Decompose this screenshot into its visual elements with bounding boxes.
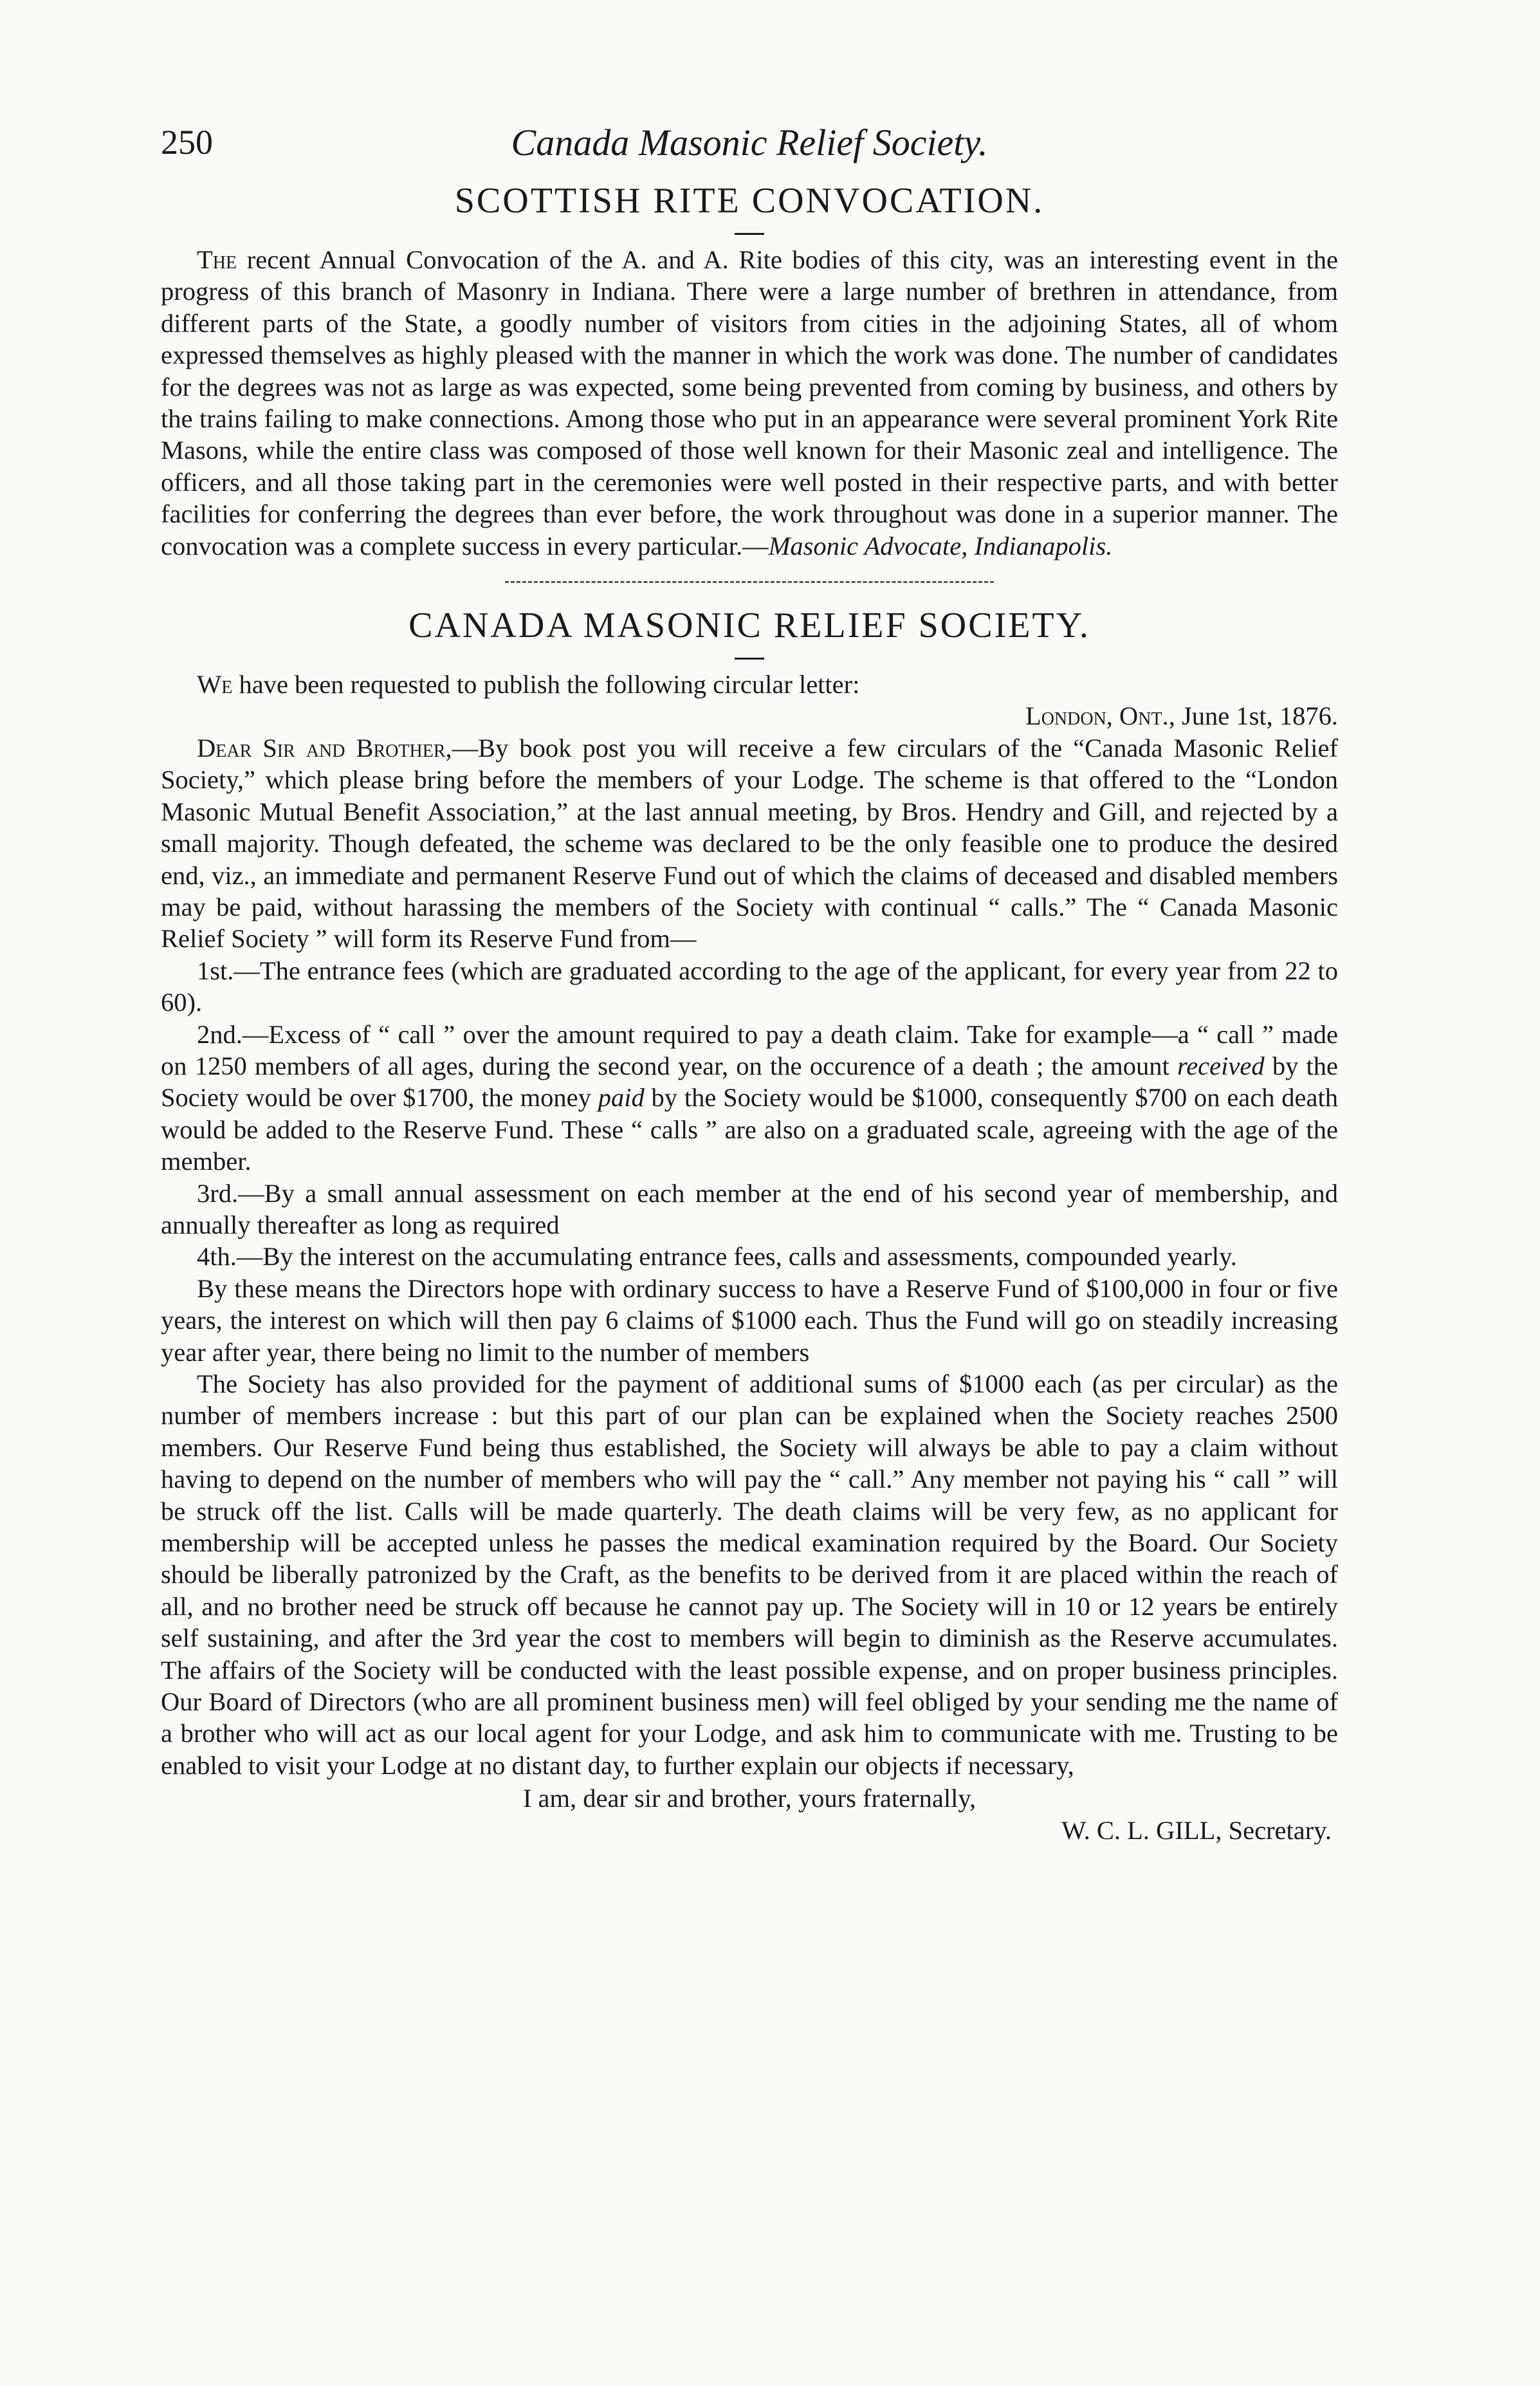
salutation: Dear Sir and Brother, (197, 733, 452, 763)
heading-rule (735, 233, 764, 235)
italic-word: received (1177, 1051, 1265, 1080)
article-heading-scottish-rite: SCOTTISH RITE CONVOCATION. (454, 181, 1045, 221)
section-divider (505, 581, 994, 583)
letter-paragraph-7: The Society has also provided for the payment of additional sums of $1000 each (as per circular) as the number of members increase : but this part of our plan can be explained when the Society reaches 2500 members. Our Reserve Fund being thus established, the Society will always be able to pay a claim without having to depend on the number of members who will pay the “ call.” Any member not paying his “ call ” will be struck off the list. Calls will be made quarterly. The death claims will be very few, as no applicant for membership will be accepted unless he passes the medical examination required by the Board. Our Society should be liberally patronized by the Craft, as the benefits to be derived from it are placed within the reach of all, and no brother need be struck off because he cannot pay up. The Society will in 10 or 12 years be entirely self sustaining, and after the 3rd year the cost to members will begin to diminish as the Reserve accumulates. The affairs of the Society will be conducted with the least possible expense, and on proper business principles. Our Board of Directors (who are all prominent business men) will feel obliged by your sending me the name of a brother who will act as our local agent for your Lodge, and ask him to communicate with me. Trusting to be enabled to visit your Lodge at no distant day, to further explain our objects if necessary, (161, 1369, 1338, 1780)
attribution: Masonic Advocate, Indianapolis. (768, 531, 1113, 560)
page (161, 116, 1338, 1846)
intro-text: have been requested to publish the following circular letter: (239, 670, 860, 699)
letter-paragraph-2: 1st.—The entrance fees (which are graduated according to the age of the applicant, for every year from 22 to 60). (161, 956, 1338, 1017)
intro-paragraph (161, 669, 1338, 700)
lead-word: We (197, 670, 233, 699)
dateline (161, 700, 1338, 732)
italic-word: paid (598, 1083, 645, 1113)
letter-paragraph-4: 3rd.—By a small annual assessment on each member at the end of his second year of membership, and annually thereafter as long as required (161, 1178, 1338, 1239)
paragraph-text: —By book post you will receive a few circulars of the “Canada Masonic Relief Society,” which please bring before the members of your Lodge. The scheme is that offered to the “London Masonic Mutual Benefit Association,” at the last annual meeting, by Bros. Hendry and Gill, and rejected by a small majority. Though defeated, the scheme was declared to be the only feasible one to produce the desired end, viz., an immediate and permanent Reserve Fund out of which the claims of deceased and disabled members may be paid, without harassing the members of the Society with continual “ calls.” The “ Canada Masonic Relief Society ” will form its Reserve Fund from— (161, 733, 1338, 954)
lead-word: The (197, 245, 237, 274)
paragraph-text: 2nd.—Excess of “ call ” over the amount required to pay a death claim. Take for example—a “ call ” made on 1250 members of all ages, during the second year, on the occurence of a death ; the amount (161, 1019, 1338, 1080)
letter-paragraph-1 (161, 732, 1338, 955)
dateline-date: June 1st, 1876. (1182, 701, 1338, 731)
running-head (161, 116, 1338, 180)
paragraph-text: by the Society would be over $1700, the money (161, 1051, 1339, 1113)
letter-paragraph-6: By these means the Directors hope with ordinary success to have a Reserve Fund of $100,000 in four or five years, the interest on which will then pay 6 claims of $1000 each. Thus the Fund will go on steadily increasing year after year, there being no limit to the number of members (161, 1273, 1338, 1367)
running-title: Canada Masonic Relief Society. (511, 122, 988, 163)
heading-rule (735, 658, 764, 660)
closing: I am, dear sir and brother, yours fraternally, (522, 1784, 976, 1813)
letter-paragraph-3 (161, 1019, 1338, 1178)
signature: W. C. L. GILL, Secretary. (1061, 1815, 1332, 1845)
paragraph-text: by the Society would be $1000, consequently $700 on each death would be added to the Reserve Fund. These “ calls ” are also on a graduated scale, agreeing with the age of the member. (161, 1083, 1339, 1176)
dateline-place: London, Ont., (1025, 701, 1175, 731)
article-heading-relief-society: CANADA MASONIC RELIEF SOCIETY. (408, 606, 1090, 646)
page-number: 250 (161, 123, 213, 162)
letter-paragraph-5: 4th.—By the interest on the accumulating entrance fees, calls and assessments, compounded yearly. (197, 1242, 1237, 1272)
body-text: recent Annual Convocation of the A. and A. Rite bodies of this city, was an interesting event in the progress of this branch of Masonry in Indiana. There were a large number of brethren in attendance, from different parts of the State, a goodly number of visitors from cities in the adjoining States, all of whom expressed themselves as highly pleased with the manner in which the work was done. The number of candidates for the degrees was not as large as was expected, some being prevented from coming by business, and others by the trains failing to make connections. Among those who put in an appearance were several prominent York Rite Masons, while the entire class was composed of those well known for their Masonic zeal and intelligence. The officers, and all those taking part in the ceremonies were well posted in their respective parts, and with better facilities for conferring the degrees than ever before, the work throughout was done in a superior manner. The convocation was a complete success in every particular.— (161, 245, 1338, 560)
article-body-scottish-rite (161, 244, 1338, 562)
